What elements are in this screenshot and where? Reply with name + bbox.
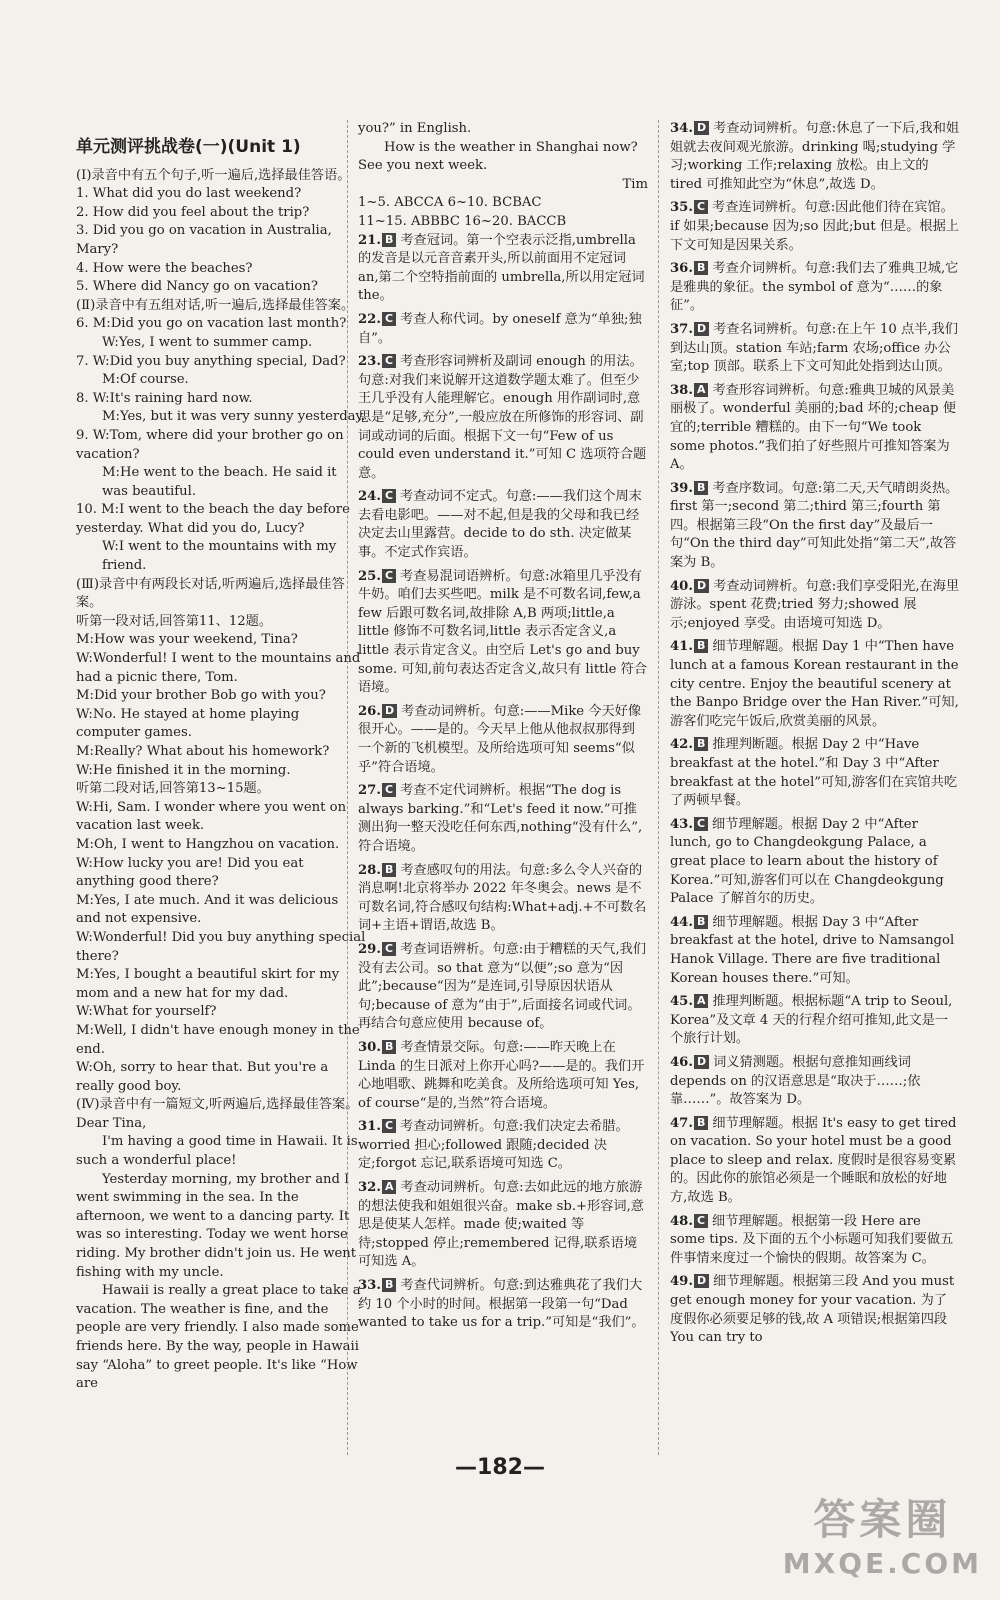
listening-script-body [76, 167, 366, 1394]
answer-item [670, 480, 960, 573]
question-number: 30. [358, 1039, 381, 1055]
answer-letter-badge: C [694, 1214, 708, 1228]
watermark-logo [783, 1487, 982, 1580]
explanation-text: 考查动词辨析。句意:我们决定去希腊。worried 担心;followed 跟随;decided 决定;forgot 忘记,联系语境可知选 C。 [358, 1119, 629, 1172]
explanation-text: 考查词语辨析。句意:由于糟糕的天气,我们没有去公司。so that 意为“以便”;so 意为“因此”;because“因为”是连词,引导原因状语从句;because of 意为“由于”,后面接名词或代词。再结合句意应使用 because of。 [358, 941, 647, 1032]
answer-item [358, 488, 648, 562]
answer-item [358, 232, 648, 306]
question-number: 26. [358, 703, 381, 719]
answer-item [358, 1179, 648, 1272]
explanation-text: 细节理解题。根据 It's easy to get tired on vacation. So your hotel must be a good place to sleep and relax. 度假时是很容易变累的。因此你的旅馆必须是一个睡眠和放松的好地方,故选 B。 [670, 1115, 957, 1206]
column-answers-2 [670, 120, 960, 1450]
answer-letter-badge: A [382, 1180, 397, 1194]
answer-letter-badge: A [694, 383, 709, 397]
explanation-text: 考查形容词辨析及副词 enough 的用法。句意:对我们来说解开这道数学题太难了。但至少王几乎没有人能理解它。enough 用作副词时,意思是“足够,充分”,一般应放在所修饰的形容词、副词或动词的后面。根据下文一句“Few of us could even understand it.”可知 C 选项符合题意。 [358, 354, 647, 481]
text-line: 7. W:Did you buy anything special, Dad? [76, 353, 346, 369]
text-line: M:Yes, I bought a beautiful skirt for my mom and a new hat for my dad. [76, 967, 340, 1001]
answer-letter-badge: B [694, 737, 708, 751]
text-line: W:No. He stayed at home playing computer games. [76, 706, 300, 741]
explanation-text: 考查动词辨析。句意:去如此远的地方旅游的想法使我和姐姐很兴奋。make sb.+形容词,意思是使某人怎样。made 使;waited 等待;stopped 停止;remembered 记得,联系语境可知选 A。 [358, 1180, 644, 1270]
text-line: Dear Tina, [76, 1115, 147, 1131]
answer-letter-badge: D [382, 704, 397, 718]
question-number: 29. [358, 941, 381, 957]
question-number: 38. [670, 382, 693, 398]
answer-item [670, 199, 960, 255]
explanation-text: 细节理解题。根据第三段 And you must get enough money for your vacation. 为了度假你必须要足够的钱,故 A 项错误;根据第四段 You can try to [670, 1274, 955, 1346]
explanation-text: 考查易混词语辨析。句意:冰箱里几乎没有牛奶。咱们去买些吧。milk 是不可数名词,few,a few 后跟可数名词,故排除 A,B 两项;little,a little 修饰不可数名词,little 表示否定含义,a little 表示肯定含义。由空后 Let's go and buy some. 可知,前句表达否定含义,故只有 little 符合语境。 [358, 568, 648, 696]
explanation-text: 细节理解题。根据第一段 Here are some tips. 及下面的五个小标题可知我们要做五件事情来度过一个愉快的假期。故答案为 C。 [670, 1213, 954, 1266]
explanation-text: 推理判断题。根据标题“A trip to Seoul, Korea”及文章 4 天的行程介绍可推知,此文是一个旅行计划。 [670, 994, 953, 1047]
answer-letter-badge: C [382, 489, 396, 503]
text-line: W:Wonderful! Did you buy anything special there? [76, 929, 366, 964]
text-line: W:How lucky you are! Did you eat anything good there? [76, 855, 304, 890]
text-line: M:Oh, I went to Hangzhou on vacation. [76, 836, 340, 852]
question-number: 42. [670, 737, 693, 753]
text-line: 6. M:Did you go on vacation last month? [76, 316, 347, 332]
answer-letter-badge: C [382, 312, 396, 326]
explanation-text: 考查动词辨析。句意:休息了一下后,我和姐姐就去夜间观光旅游。drinking 喝;studying 学习;working 工作;relaxing 放松。由上文的 tired 可推知此空为“休息”,故选 D。 [670, 121, 960, 192]
answer-item [358, 353, 648, 483]
text-line: M:Yes, but it was very sunny yesterday. [102, 409, 366, 425]
text-line: 1. What did you do last weekend? [76, 186, 302, 202]
explanation-text: 细节理解题。根据 Day 3 中“After breakfast at the hotel, drive to Namsangol Hanok Village. There are five traditional Korean houses there.”可知。 [670, 914, 955, 986]
explanation-text: 考查动词辨析。句意:——Mike 今天好像很开心。——是的。今天早上他从他叔叔那得到一个新的飞机模型。及所给选项可知 seems“似乎”符合语境。 [358, 703, 642, 775]
answer-letter-badge: C [382, 354, 396, 368]
text-line: (Ⅰ)录音中有五个句子,听一遍后,选择最佳答语。 [76, 167, 351, 183]
explanation-text: 考查形容词辨析。句意:雅典卫城的风景美丽极了。wonderful 美丽的;bad 坏的;cheap 便宜的;terrible 糟糕的。由下一句“We took some photos.”我们拍了好些照片可推知答案为 A。 [670, 382, 956, 473]
watermark-text: 答案圈 [813, 1495, 952, 1544]
question-number: 33. [358, 1278, 381, 1294]
column-divider [658, 120, 660, 1455]
explanation-text: 考查动词不定式。句意:——我们这个周末去看电影吧。——对不起,但是我的父母和我已经决定去山里露营。decide to do sth. 决定做某事。不定式作宾语。 [358, 489, 642, 561]
question-number: 49. [670, 1274, 693, 1290]
answer-item [670, 914, 960, 988]
text-line: (Ⅲ)录音中有两段长对话,听两遍后,选择最佳答案。 [76, 576, 345, 611]
answer-item [358, 862, 648, 936]
explanation-text: 细节理解题。根据 Day 1 中“Then have lunch at a famous Korean restaurant in the city centre. Enjoy the beautiful scenery at the Banpo Bridge over the Han River.”可知,游客们吃完午饭后,欣赏美丽的风景。 [670, 639, 959, 729]
answer-letter-badge: C [694, 200, 708, 214]
answer-item [670, 993, 960, 1049]
column-answers-1 [358, 120, 648, 1450]
answer-letter-badge: C [382, 942, 396, 956]
answer-letter-badge: B [382, 1040, 396, 1054]
explanation-text: 考查人称代词。by oneself 意为“单独;独自”。 [358, 311, 642, 346]
text-line: W:Wonderful! I went to the mountains and had a picnic there, Tom. [76, 651, 361, 685]
answer-letter-badge: C [382, 569, 396, 583]
text-line: How is the weather in Shanghai now? [384, 139, 638, 155]
answer-item [670, 578, 960, 634]
text-line: M:How was your weekend, Tina? [76, 632, 298, 648]
answer-letter-badge: B [382, 1278, 396, 1292]
answer-letter-badge: C [694, 817, 708, 831]
question-number: 46. [670, 1054, 693, 1070]
answer-item [358, 941, 648, 1034]
answer-item [670, 1213, 960, 1269]
text-line: 8. W:It's raining hard now. [76, 390, 253, 406]
text-line: W:Oh, sorry to hear that. But you're a really good boy. [76, 1060, 329, 1094]
question-number: 31. [358, 1119, 381, 1135]
answer-letter-badge: A [694, 994, 709, 1008]
explanation-text: 考查动词辨析。句意:我们享受阳光,在海里游泳。spent 花费;tried 努力;showed 展示;enjoyed 享受。由语境可知选 D。 [670, 578, 960, 631]
text-line: you?” in English. [358, 121, 472, 136]
text-line: 10. M:I went to the beach the day before yesterday. What did you do, Lucy? [76, 502, 350, 536]
explanation-text: 考查代词辨析。句意:到达雅典花了我们大约 10 个小时的时间。根据第一段第一句“Dad wanted to take us for a trip.”可知是“我们”。 [358, 1278, 645, 1331]
question-number: 47. [670, 1115, 693, 1131]
question-number: 27. [358, 783, 381, 799]
question-number: 28. [358, 862, 381, 878]
text-line: 9. W:Tom, where did your brother go on vacation? [76, 427, 344, 462]
answer-letter-badge: B [694, 1116, 708, 1130]
question-number: 21. [358, 232, 381, 248]
text-line: M:Of course. [102, 372, 189, 388]
text-line: 听第一段对话,回答第11、12题。 [76, 613, 273, 629]
answer-letter-badge: D [694, 579, 709, 593]
explanation-text: 考查介词辨析。句意:我们去了雅典卫城,它是雅典的象征。the symbol of 意为“……的象征”。 [670, 261, 959, 314]
explanation-text: 考查不定代词辨析。根据“The dog is always barking.”和“Let's feed it now.”可推测出狗一整天没吃任何东西,nothing“没有什么”,符合语境。 [358, 783, 643, 854]
explanation-text: 词义猜测题。根据句意推知画线词 depends on 的汉语意思是“取决于……;依靠……”。故答案为 D。 [670, 1054, 921, 1108]
answer-item [670, 736, 960, 810]
answer-letter-badge: C [382, 783, 396, 797]
answer-item [358, 1039, 648, 1113]
answer-explanations-21-33 [358, 232, 648, 1333]
answer-letter-badge: B [382, 863, 396, 877]
answer-item [670, 1115, 960, 1208]
explanation-text: 考查连词辨析。句意:因此他们待在宾馆。if 如果;because 因为;so 因此;but 但是。根据上下文可知是因果关系。 [670, 200, 959, 253]
text-line: 5. Where did Nancy go on vacation? [76, 279, 318, 295]
text-line: Tim [622, 176, 648, 192]
answer-item [670, 382, 960, 475]
answer-item [358, 782, 648, 856]
text-line: See you next week. [358, 158, 488, 174]
question-number: 41. [670, 639, 693, 655]
answer-item [358, 311, 648, 348]
watermark-url: MXQE.COM [782, 1547, 982, 1580]
answer-item [670, 321, 960, 377]
answer-item [358, 568, 648, 698]
explanation-text: 考查情景交际。句意:——昨天晚上在 Linda 的生日派对上你开心吗?——是的。我们开心地唱歌、跳舞和吃美食。及所给选项可知 Yes, of course“是的,当然”符合语境。 [358, 1039, 645, 1111]
question-number: 39. [670, 480, 693, 496]
answer-item [670, 638, 960, 731]
text-line: M:Did your brother Bob go with you? [76, 688, 326, 704]
text-line: M:Well, I didn't have enough money in the end. [76, 1022, 360, 1057]
answer-item [670, 120, 960, 194]
text-line: 11~15. ABBBC 16~20. BACCB [358, 213, 567, 229]
answer-letter-badge: B [694, 261, 708, 275]
question-number: 37. [670, 321, 693, 337]
text-line: 4. How were the beaches? [76, 260, 253, 276]
text-line: (Ⅳ)录音中有一篇短文,听两遍后,选择最佳答案。 [76, 1097, 359, 1113]
question-number: 36. [670, 261, 693, 277]
text-line: 1~5. ABCCA 6~10. BCBAC [358, 195, 542, 211]
question-number: 45. [670, 994, 693, 1010]
answer-letter-badge: D [694, 121, 709, 135]
question-number: 43. [670, 816, 693, 832]
answer-letter-badge: D [694, 322, 709, 336]
column-listening-script [76, 120, 366, 1450]
question-number: 24. [358, 489, 381, 505]
question-number: 35. [670, 200, 693, 216]
answer-item [670, 260, 960, 316]
answer-letter-badge: D [694, 1055, 709, 1069]
text-line: M:Really? What about his homework? [76, 744, 330, 759]
question-number: 40. [670, 578, 693, 594]
text-line: W:He finished it in the morning. [76, 762, 291, 778]
explanation-text: 推理判断题。根据 Day 2 中“Have breakfast at the hotel.”和 Day 3 中“After breakfast at the hotel”可知,游客们在宾馆共吃了两顿早餐。 [670, 737, 958, 809]
explanation-text: 考查名词辨析。句意:在上午 10 点半,我们到达山顶。station 车站;farm 农场;office 办公室;top 顶部。联系上下文可知此处指到达山顶。 [670, 321, 958, 375]
answer-item [670, 1054, 960, 1110]
text-line: W:What for yourself? [76, 1004, 217, 1020]
text-line: M:He went to the beach. He said it was beautiful. [102, 465, 337, 499]
answer-item [358, 703, 648, 777]
answer-explanations-34-49 [670, 120, 960, 1348]
answer-letter-badge: D [694, 1274, 709, 1288]
text-line: W:I went to the mountains with my friend. [102, 539, 337, 574]
answer-letter-badge: B [694, 481, 708, 495]
text-line: 2. How did you feel about the trip? [76, 204, 310, 220]
question-number: 34. [670, 121, 693, 136]
question-number: 32. [358, 1180, 381, 1196]
text-line: 3. Did you go on vacation in Australia, Mary? [76, 223, 332, 257]
text-line: M:Yes, I ate much. And it was delicious and not expensive. [76, 892, 339, 927]
text-line: 听第二段对话,回答第13~15题。 [76, 781, 270, 797]
question-number: 22. [358, 311, 381, 327]
answer-item [670, 1273, 960, 1347]
answer-item [358, 1277, 648, 1333]
explanation-text: 考查序数词。句意:第二天,天气晴朗炎热。first 第一;second 第二;third 第三;fourth 第四。根据第三段“On the first day”及最后一句“On the third day”可知此处指“第二天”,故答案为 B。 [670, 480, 959, 571]
answer-item [358, 1118, 648, 1174]
answer-letter-badge: C [382, 1119, 396, 1133]
text-line: W:Yes, I went to summer camp. [102, 334, 313, 350]
question-number: 23. [358, 354, 381, 370]
section-title: 单元测评挑战卷(一)(Unit 1) [76, 137, 301, 157]
text-line: (Ⅱ)录音中有五组对话,听一遍后,选择最佳答案。 [76, 297, 355, 313]
letter-ending-and-key [358, 120, 648, 232]
text-line: Yesterday morning, my brother and I went swimming in the sea. In the afternoon, we went to a dancing party. It was so interesting. Today we went horse riding. My brother didn't join us. He went fishing with my uncle. [76, 1171, 357, 1280]
explanation-text: 考查冠词。第一个空表示泛指,umbrella的发音是以元音音素开头,所以前面用不定冠词 an,第二个空特指前面的 umbrella,所以用定冠词 the。 [358, 232, 645, 304]
text-line: W:Hi, Sam. I wonder where you went on vacation last week. [76, 799, 347, 834]
explanation-text: 考查感叹句的用法。句意:多么令人兴奋的消息啊!北京将举办 2022 年冬奥会。news 是不可数名词,符合感叹句结构:What+adj.+不可数名词+主语+谓语,故选 B。 [358, 862, 647, 934]
text-line: I'm having a good time in Hawaii. It is such a wonderful place! [76, 1134, 358, 1169]
answer-item [670, 816, 960, 909]
answer-letter-badge: B [694, 639, 708, 653]
answer-letter-badge: B [694, 915, 708, 929]
explanation-text: 细节理解题。根据 Day 2 中“After lunch, go to Changdeokgung Palace, a great place to learn about the history of Korea.”可知,游客们可以在 Changdeokgung Palace 了解首尔的历史。 [670, 816, 944, 907]
text-line: Hawaii is really a great place to take a vacation. The weather is fine, and the people are very friendly. I also made some friends here. By the way, people in Hawaii say “Aloha” to greet people. It's like “How are [76, 1283, 361, 1392]
question-number: 48. [670, 1213, 693, 1229]
question-number: 25. [358, 568, 381, 584]
answer-letter-badge: B [382, 233, 396, 247]
page-number: —182— [455, 1455, 545, 1480]
column-divider [347, 120, 349, 1455]
question-number: 44. [670, 914, 693, 930]
